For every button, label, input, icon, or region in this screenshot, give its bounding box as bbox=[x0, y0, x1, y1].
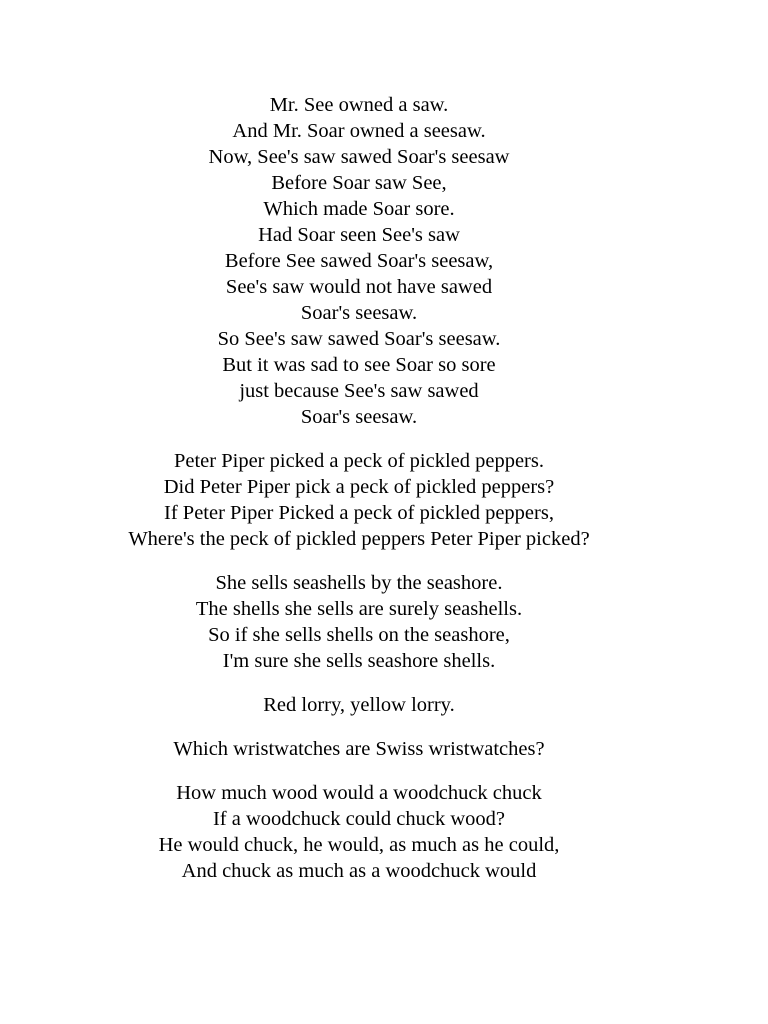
stanza-line: If Peter Piper Picked a peck of pickled peppers, bbox=[164, 502, 554, 524]
stanza-woodchuck bbox=[0, 780, 718, 884]
stanza-line: just because See's saw sawed bbox=[239, 380, 479, 402]
stanza-line: Before Soar saw See, bbox=[271, 172, 447, 194]
stanza-line: If a woodchuck could chuck wood? bbox=[212, 808, 506, 830]
stanza-line: Had Soar seen See's saw bbox=[258, 224, 460, 246]
stanza-line: Soar's seesaw. bbox=[300, 302, 418, 324]
stanza-line: Before See sawed Soar's seesaw, bbox=[224, 250, 494, 272]
stanza-line: Did Peter Piper pick a peck of pickled peppers? bbox=[163, 476, 555, 498]
stanza-swiss-wristwatches bbox=[0, 736, 718, 762]
stanza-line: Which wristwatches are Swiss wristwatches? bbox=[173, 738, 545, 760]
stanza-line: I'm sure she sells seashore shells. bbox=[222, 650, 496, 672]
stanza-line: She sells seashells by the seashore. bbox=[215, 572, 503, 594]
stanza-line: Soar's seesaw. bbox=[300, 406, 418, 428]
stanza-red-lorry bbox=[0, 692, 718, 718]
stanza-line: So See's saw sawed Soar's seesaw. bbox=[217, 328, 501, 350]
stanza-line: How much wood would a woodchuck chuck bbox=[176, 782, 542, 804]
stanza-line: Which made Soar sore. bbox=[263, 198, 455, 220]
stanza-line: Mr. See owned a saw. bbox=[269, 94, 449, 116]
tongue-twister-text bbox=[0, 92, 718, 902]
stanza-line: But it was sad to see Soar so sore bbox=[222, 354, 496, 376]
stanza-line: Red lorry, yellow lorry. bbox=[263, 694, 455, 716]
stanza-line: Now, See's saw sawed Soar's seesaw bbox=[208, 146, 510, 168]
stanza-see-saw bbox=[0, 92, 718, 430]
stanza-line: He would chuck, he would, as much as he could, bbox=[158, 834, 560, 856]
stanza-line: Peter Piper picked a peck of pickled peppers. bbox=[173, 450, 544, 472]
stanza-line: The shells she sells are surely seashells. bbox=[195, 598, 523, 620]
stanza-line: So if she sells shells on the seashore, bbox=[208, 624, 510, 646]
stanza-line: And Mr. Soar owned a seesaw. bbox=[232, 120, 486, 142]
stanza-line: See's saw would not have sawed bbox=[225, 276, 493, 298]
stanza-peter-piper bbox=[0, 448, 718, 552]
stanza-line: Where's the peck of pickled peppers Peter Piper picked? bbox=[128, 528, 590, 550]
stanza-seashells bbox=[0, 570, 718, 674]
stanza-line: And chuck as much as a woodchuck would bbox=[181, 860, 537, 882]
